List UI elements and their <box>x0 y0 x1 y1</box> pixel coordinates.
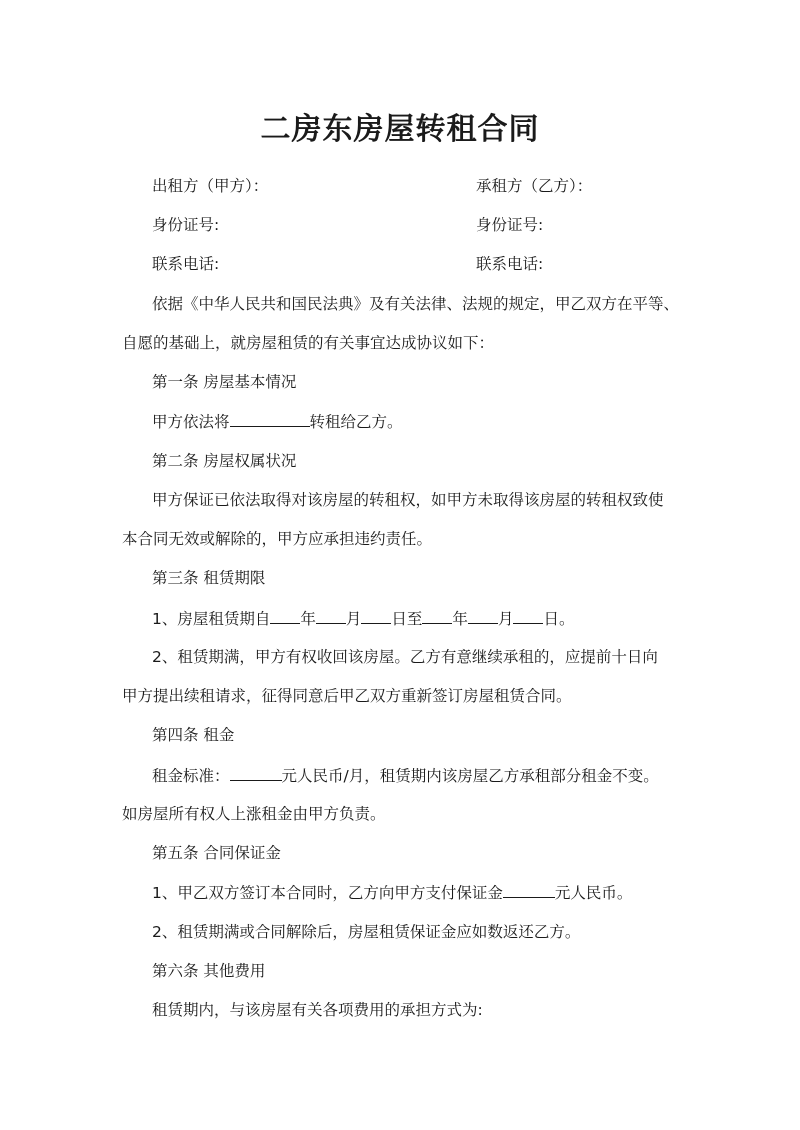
article-1-text-b: 转租给乙方。 <box>309 413 403 431</box>
article-6-heading: 第六条 其他费用 <box>152 962 266 980</box>
deposit-text-a: 1、甲乙双方签订本合同时，乙方向甲方支付保证金 <box>152 884 503 902</box>
rent-text: 元人民币/月，租赁期内该房屋乙方承租部分租金不变。 <box>281 767 659 785</box>
article-5-deposit <box>152 882 632 903</box>
article-3-term <box>152 608 574 629</box>
article-3-renewal-line-2: 甲方提出续租请求，征得同意后甲乙双方重新签订房屋租赁合同。 <box>122 687 572 705</box>
blank-start-day <box>361 608 391 624</box>
term-prefix: 1、房屋租赁期自 <box>152 610 271 628</box>
blank-rent-amount <box>230 765 282 781</box>
document-title: 二房东房屋转租合同 <box>260 112 540 147</box>
intro-line-1: 依据《中华人民共和国民法典》及有关法律、法规的规定，甲乙双方在平等、 <box>152 295 680 313</box>
lessor-phone-label: 联系电话: <box>152 255 220 273</box>
term-year-2: 年 <box>452 610 468 628</box>
article-4-line-1 <box>152 765 659 786</box>
blank-deposit-amount <box>503 882 555 898</box>
article-3-renewal-line-1: 2、租赁期满，甲方有权收回该房屋。乙方有意继续承租的，应提前十日向 <box>152 648 658 666</box>
term-month-1: 月 <box>345 610 362 628</box>
lessee-phone-label: 联系电话: <box>476 255 544 273</box>
article-2-line-1: 甲方保证已依法取得对该房屋的转租权，如甲方未取得该房屋的转租权致使 <box>152 491 664 509</box>
article-4-line-2: 如房屋所有权人上涨租金由甲方负责。 <box>122 805 386 823</box>
article-1-text <box>152 411 403 432</box>
article-5-return: 2、租赁期满或合同解除后，房屋租赁保证金应如数返还乙方。 <box>152 923 581 941</box>
blank-property <box>230 411 310 427</box>
article-1-heading: 第一条 房屋基本情况 <box>152 373 297 391</box>
term-year-1: 年 <box>300 610 316 628</box>
article-6-text: 租赁期内，与该房屋有关各项费用的承担方式为: <box>152 1001 483 1019</box>
lessor-label: 出租方（甲方）： <box>152 177 269 195</box>
blank-end-day <box>513 608 543 624</box>
term-day-end: 日。 <box>543 610 575 628</box>
blank-end-month <box>468 608 498 624</box>
article-3-heading: 第三条 租赁期限 <box>152 569 266 587</box>
lessee-id-label: 身份证号: <box>476 216 544 234</box>
article-1-text-a: 甲方依法将 <box>152 413 230 431</box>
blank-start-year <box>270 608 300 624</box>
blank-end-year <box>422 608 452 624</box>
term-day-to: 日至 <box>391 610 423 628</box>
blank-start-month <box>316 608 346 624</box>
deposit-text-b: 元人民币。 <box>554 884 633 902</box>
article-2-heading: 第二条 房屋权属状况 <box>152 452 297 470</box>
article-4-heading: 第四条 租金 <box>152 726 235 744</box>
rent-label: 租金标准： <box>152 767 230 785</box>
article-2-line-2: 本合同无效或解除的，甲方应承担违约责任。 <box>122 530 433 548</box>
term-month-2: 月 <box>497 610 514 628</box>
article-5-heading: 第五条 合同保证金 <box>152 844 281 862</box>
lessee-label: 承租方（乙方）： <box>476 177 593 195</box>
lessor-id-label: 身份证号: <box>152 216 220 234</box>
intro-line-2: 自愿的基础上，就房屋租赁的有关事宜达成协议如下： <box>122 334 495 352</box>
